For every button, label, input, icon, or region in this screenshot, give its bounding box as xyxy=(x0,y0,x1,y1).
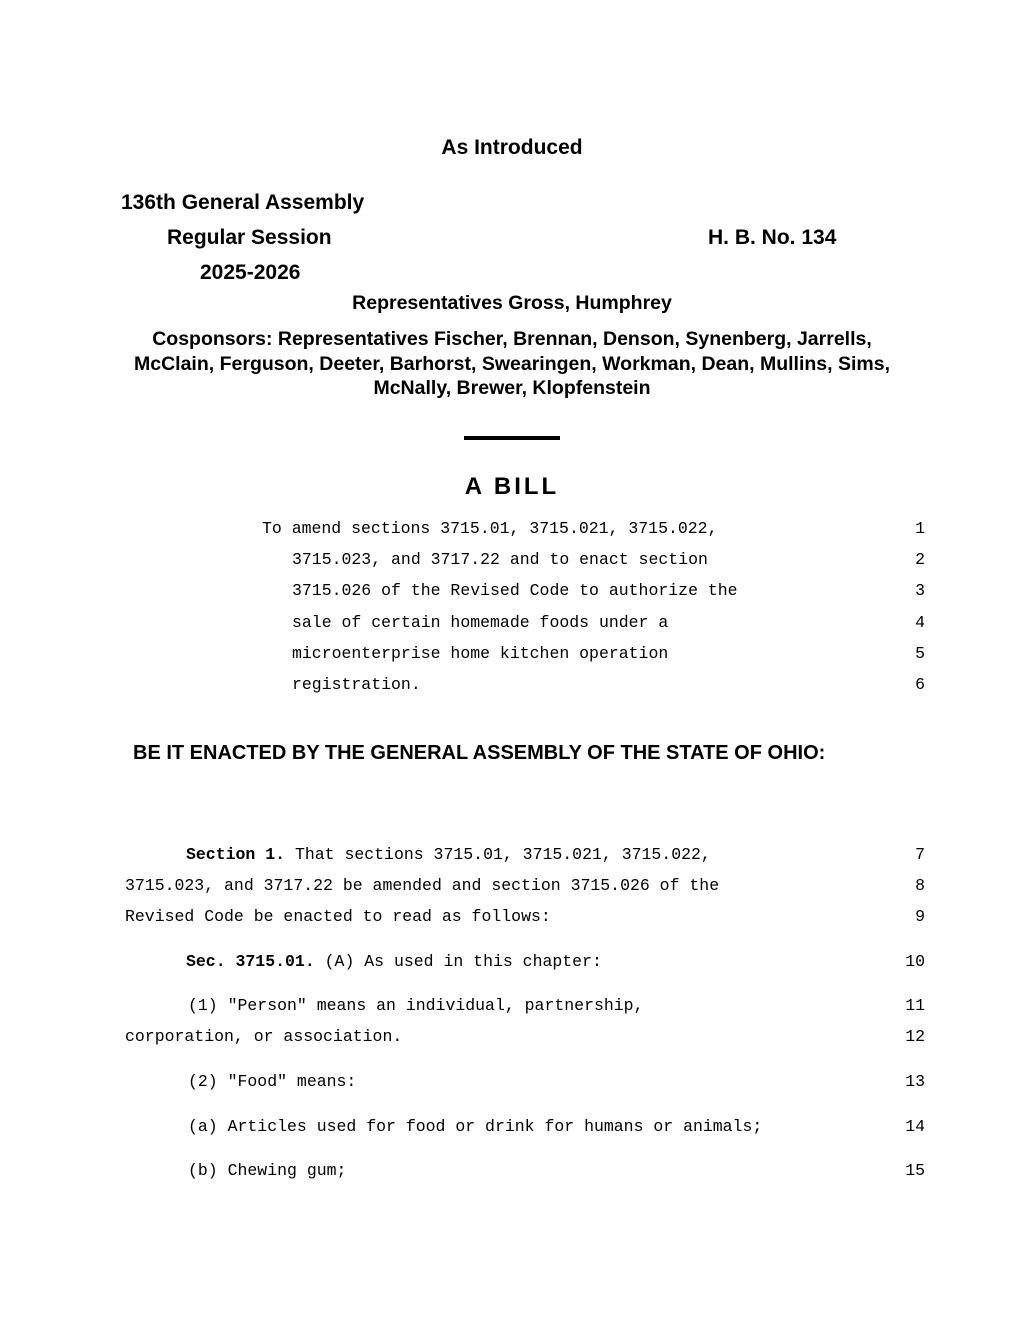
sec-label: Sec. 3715.01. xyxy=(186,952,315,971)
sponsors: Representatives Gross, Humphrey xyxy=(352,292,672,314)
line-number: 10 xyxy=(905,952,925,971)
line-number: 1 xyxy=(915,519,925,538)
body-line: (1) "Person" means an individual, partnership, xyxy=(188,996,644,1015)
line-number: 4 xyxy=(915,613,925,632)
line-number: 15 xyxy=(905,1161,925,1180)
bill-heading: A BILL xyxy=(464,473,560,500)
section-1-paragraph xyxy=(186,845,711,864)
title-line: microenterprise home kitchen operation xyxy=(292,644,669,663)
cosponsors-line: Cosponsors: Representatives Fischer, Brennan, Denson, Synenberg, Jarrells, xyxy=(152,328,872,350)
body-line: (2) "Food" means: xyxy=(188,1072,357,1091)
line-number: 3 xyxy=(915,581,925,600)
cosponsors-line: McNally, Brewer, Klopfenstein xyxy=(373,377,651,399)
line-number: 9 xyxy=(915,907,925,926)
line-number: 8 xyxy=(915,876,925,895)
section-label: Section 1. xyxy=(186,845,286,864)
session-years: 2025-2026 xyxy=(200,261,301,284)
line-number: 11 xyxy=(905,996,925,1015)
general-assembly: 136th General Assembly xyxy=(121,191,365,214)
body-line: (a) Articles used for food or drink for humans or animals; xyxy=(188,1117,763,1136)
document-status: As Introduced xyxy=(441,136,583,159)
title-line: sale of certain homemade foods under a xyxy=(292,613,669,632)
session-label: Regular Session xyxy=(167,226,332,249)
body-line: (b) Chewing gum; xyxy=(188,1161,347,1180)
body-line: corporation, or association. xyxy=(125,1027,403,1046)
cosponsors xyxy=(110,327,914,401)
title-line: To amend sections 3715.01, 3715.021, 3715.022, xyxy=(262,519,718,538)
cosponsors-line: McClain, Ferguson, Deeter, Barhorst, Swearingen, Workman, Dean, Mullins, Sims, xyxy=(134,352,890,375)
title-line: 3715.023, and 3717.22 and to enact section xyxy=(292,550,708,569)
line-number: 2 xyxy=(915,550,925,569)
title-line: registration. xyxy=(292,675,421,694)
title-divider xyxy=(464,436,560,440)
enacting-clause: BE IT ENACTED BY THE GENERAL ASSEMBLY OF THE STATE OF OHIO: xyxy=(133,742,826,764)
section-text: That sections 3715.01, 3715.021, 3715.022, xyxy=(294,845,711,864)
line-number: 5 xyxy=(915,644,925,663)
line-number: 6 xyxy=(915,675,925,694)
bill-number: H. B. No. 134 xyxy=(708,226,837,249)
body-line: Revised Code be enacted to read as follows: xyxy=(125,907,551,926)
line-number: 7 xyxy=(915,845,925,864)
line-number: 14 xyxy=(905,1117,925,1136)
title-line: 3715.026 of the Revised Code to authorize the xyxy=(292,581,738,600)
line-number: 12 xyxy=(905,1027,925,1046)
line-number: 13 xyxy=(905,1072,925,1091)
body-line: 3715.023, and 3717.22 be amended and section 3715.026 of the xyxy=(125,876,720,895)
sec-3715-01-paragraph xyxy=(186,952,602,971)
sec-text: (A) As used in this chapter: xyxy=(324,952,602,971)
